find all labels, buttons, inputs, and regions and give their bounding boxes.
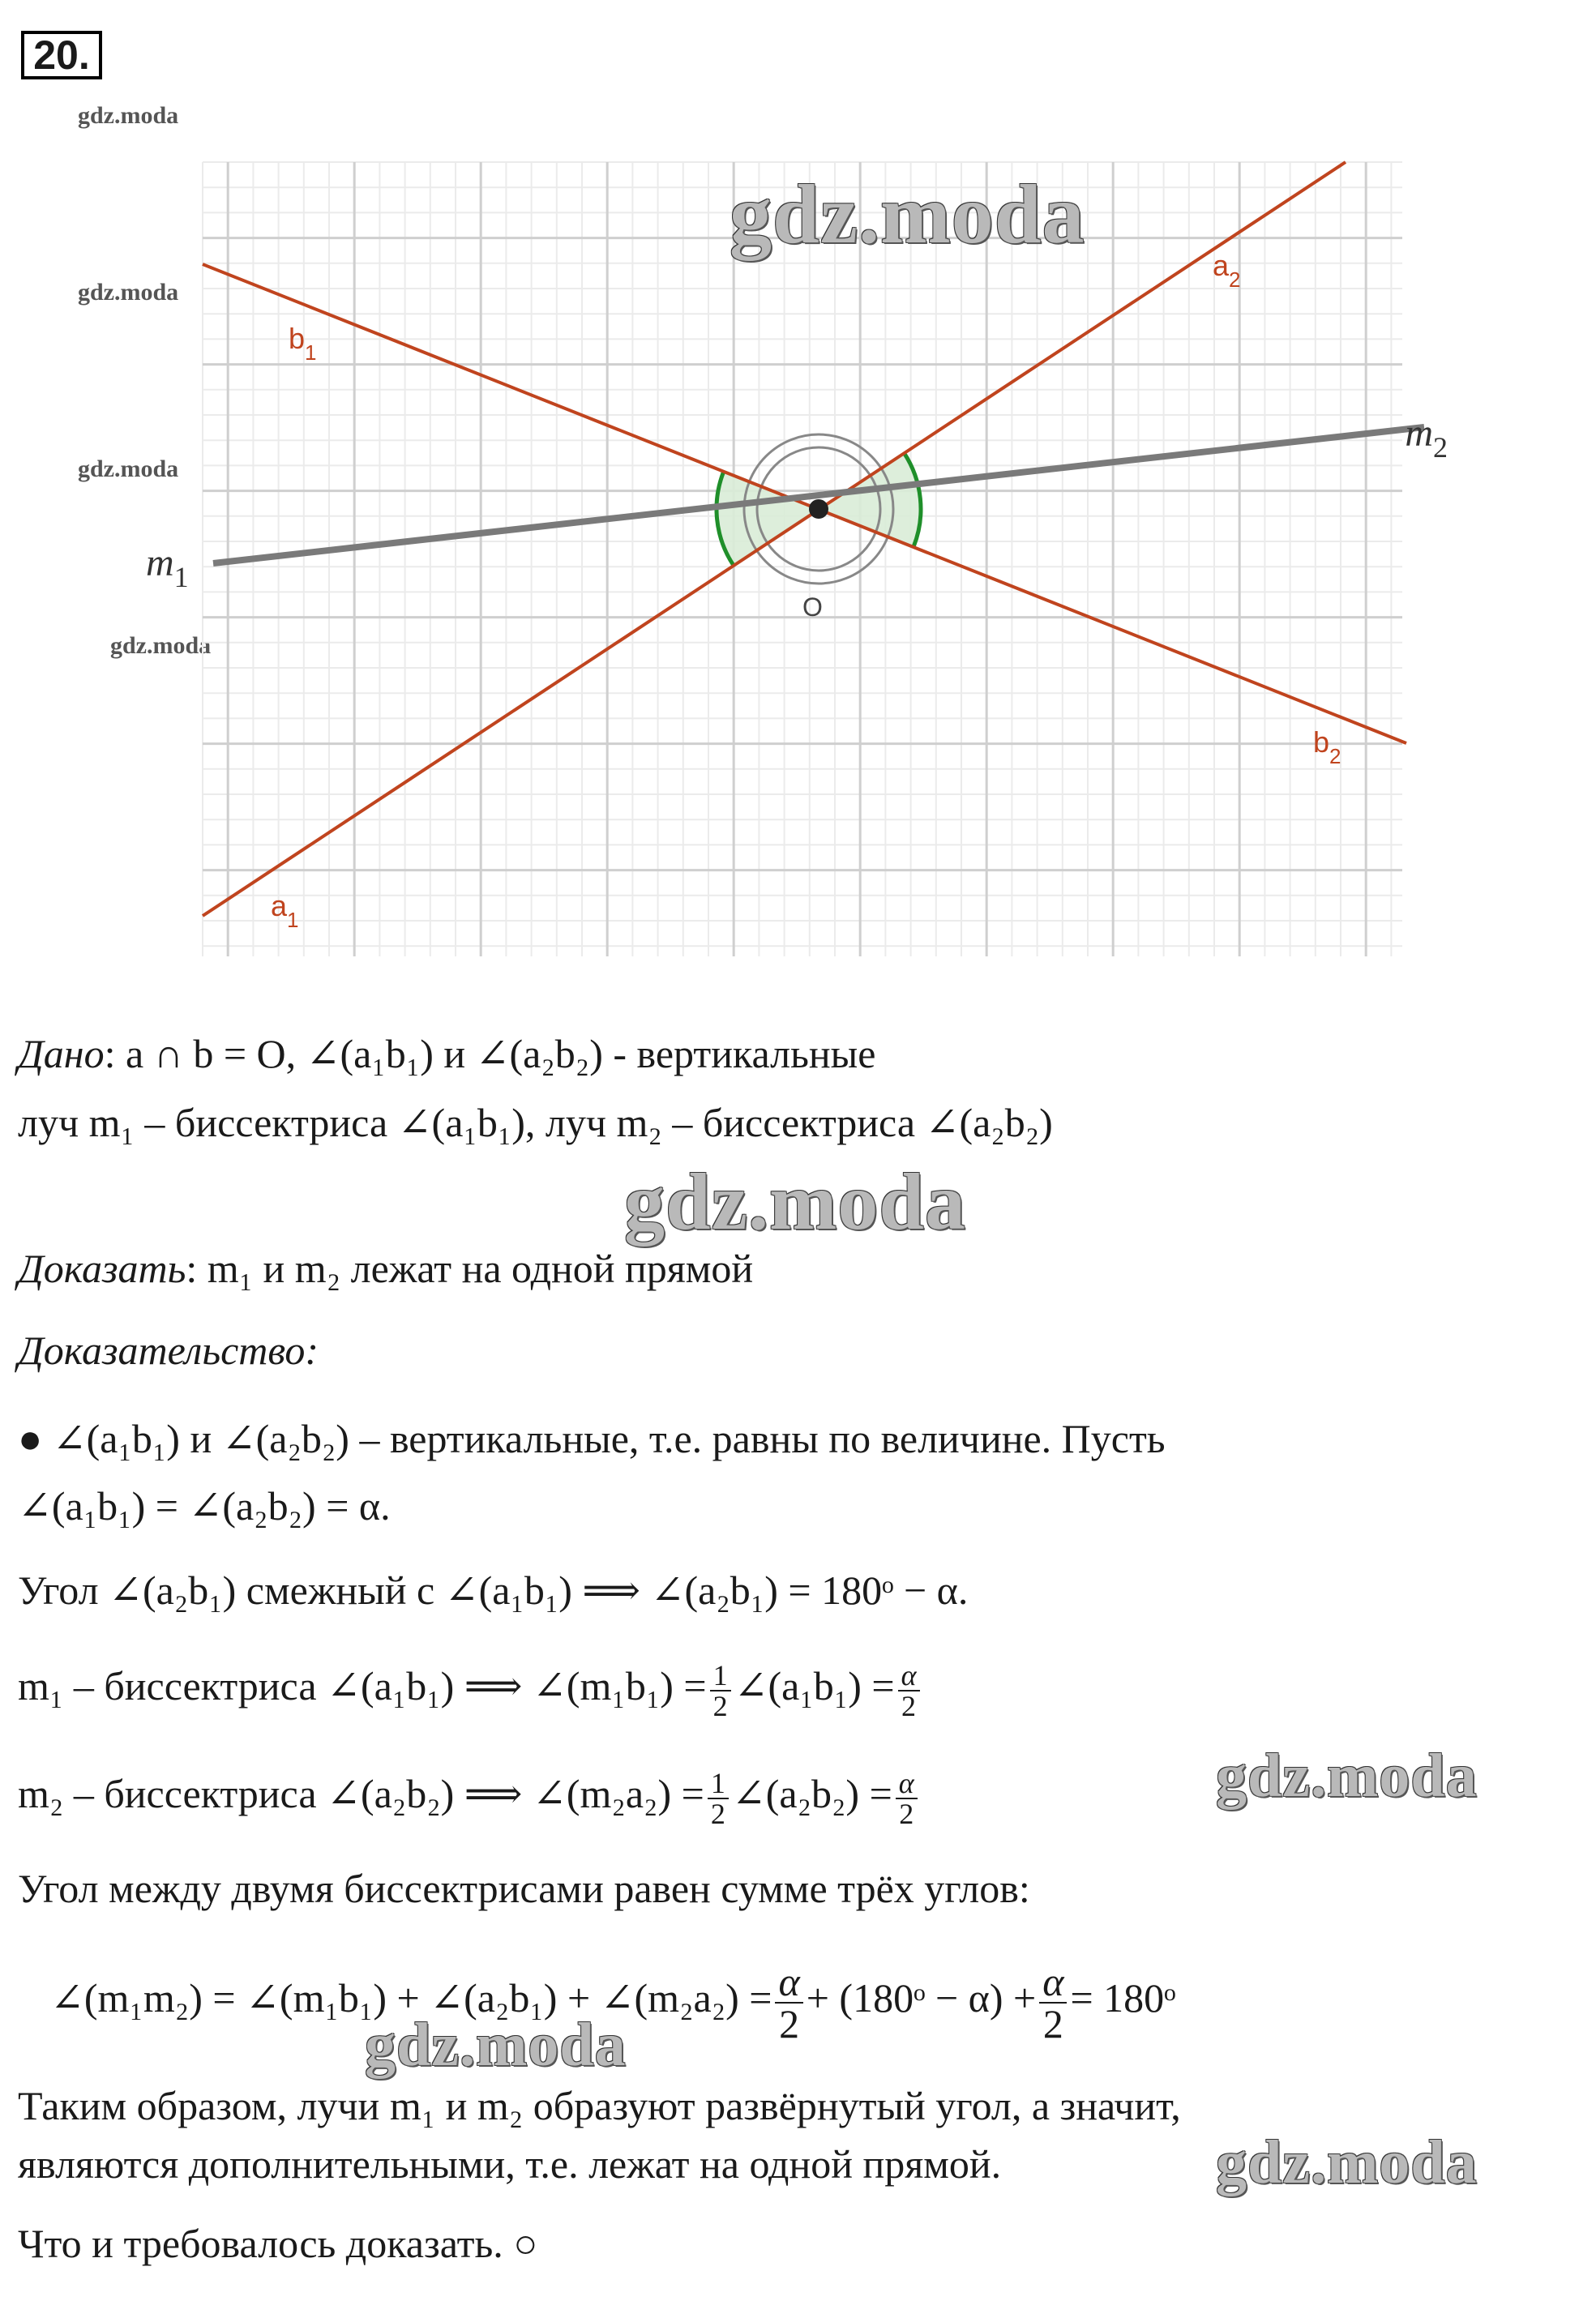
fraction-alpha-half-3: $\frac{\alpha}{2}$: [775, 1961, 802, 2044]
conclusion-line-1: Таким образом, лучи m₁ и m₂ образуют развёрнутый угол, а значит,: [18, 2083, 1181, 2128]
proof-line-3: Угол ∠(a₂b₁) смежный с ∠(a₁b₁) ⟹ ∠(a₂b₁) = 180ᵒ − α.: [18, 1567, 969, 1613]
geometry-figure: [0, 146, 1448, 973]
problem-number: 20.: [21, 31, 102, 79]
proof-line-2: ∠(a₁b₁) = ∠(a₂b₂) = α.: [18, 1483, 391, 1529]
formula-line: ∠(m₁m₂) = ∠(m₁b₁) + ∠(a₂b₁) + ∠(m₂a₂) = $\frac{\alpha}{2}$ + (180ᵒ − α) + $\frac{\alpha}{2}$ = 180ᵒ: [50, 1958, 1176, 2046]
watermark-small-3: gdz.moda: [78, 455, 179, 482]
label-a1: $a_1$: [271, 889, 299, 932]
conclusion-line-2: являются дополнительными, т.е. лежат на одной прямой.: [18, 2141, 1002, 2187]
proof-line-6: Угол между двумя биссектрисами равен сумме трёх углов:: [18, 1866, 1030, 1911]
watermark-small-4: gdz.moda: [110, 632, 212, 659]
watermark-small-2: gdz.moda: [78, 279, 179, 306]
origin-point: [809, 499, 828, 519]
prove-label: Доказать: [18, 1246, 186, 1291]
watermark-big-5: gdz.moda: [1216, 2128, 1478, 2196]
line-a: [203, 162, 1346, 916]
proof-line-4: m₁ – биссектриса ∠(a₁b₁) ⟹ ∠(m₁b₁) = $\frac{1}{2}$ ∠(a₁b₁) = $\frac{\alpha}{2}$: [18, 1645, 923, 1726]
prove-text: : m₁ и m₂ лежат на одной прямой: [186, 1246, 754, 1291]
watermark-big-1: gdz.moda: [730, 168, 1085, 261]
proof-line-1: ● ∠(a₁b₁) и ∠(a₂b₂) – вертикальные, т.е. равны по величине. Пусть: [18, 1416, 1166, 1461]
watermark-big-3: gdz.moda: [1216, 1742, 1478, 1810]
proof-line-5: m₂ – биссектриса ∠(a₂b₂) ⟹ ∠(m₂a₂) = $\frac{1}{2}$ ∠(a₂b₂) = $\frac{\alpha}{2}$: [18, 1753, 921, 1834]
label-b2: $b_2$: [1313, 725, 1341, 768]
line-b: [203, 264, 1406, 743]
label-origin: O: [802, 592, 823, 622]
proof-label: Доказательство:: [18, 1328, 319, 1373]
qed-line: Что и требовалось доказать. ○: [18, 2221, 538, 2266]
fraction-alpha-half-4: $\frac{\alpha}{2}$: [1039, 1961, 1067, 2044]
watermark-small-1: gdz.moda: [78, 102, 179, 129]
label-a2: $a_2$: [1213, 249, 1241, 292]
fraction-alpha-half-1: $\frac{\alpha}{2}$: [898, 1661, 920, 1721]
label-m2: $m_2$: [1405, 412, 1448, 464]
prove-line: [18, 1244, 753, 1293]
watermark-big-2: gdz.moda: [624, 1157, 966, 1247]
given-line-1: [18, 1029, 875, 1078]
fraction-alpha-half-2: $\frac{\alpha}{2}$: [896, 1768, 918, 1828]
given-line-2: луч m₁ – биссектриса ∠(a₁b₁), луч m₂ – биссектриса ∠(a₂b₂): [18, 1100, 1053, 1145]
label-b1: $b_1$: [289, 322, 317, 365]
watermark-big-4: gdz.moda: [365, 2011, 627, 2079]
fraction-half-2: $\frac{1}{2}$: [708, 1768, 729, 1828]
label-m1: $m_1$: [146, 541, 189, 593]
given-text-1: : a ∩ b = O, ∠(a₁b₁) и ∠(a₂b₂) - вертикальные: [104, 1031, 876, 1076]
given-label: Дано: [18, 1031, 105, 1076]
fraction-half-1: $\frac{1}{2}$: [710, 1661, 731, 1721]
